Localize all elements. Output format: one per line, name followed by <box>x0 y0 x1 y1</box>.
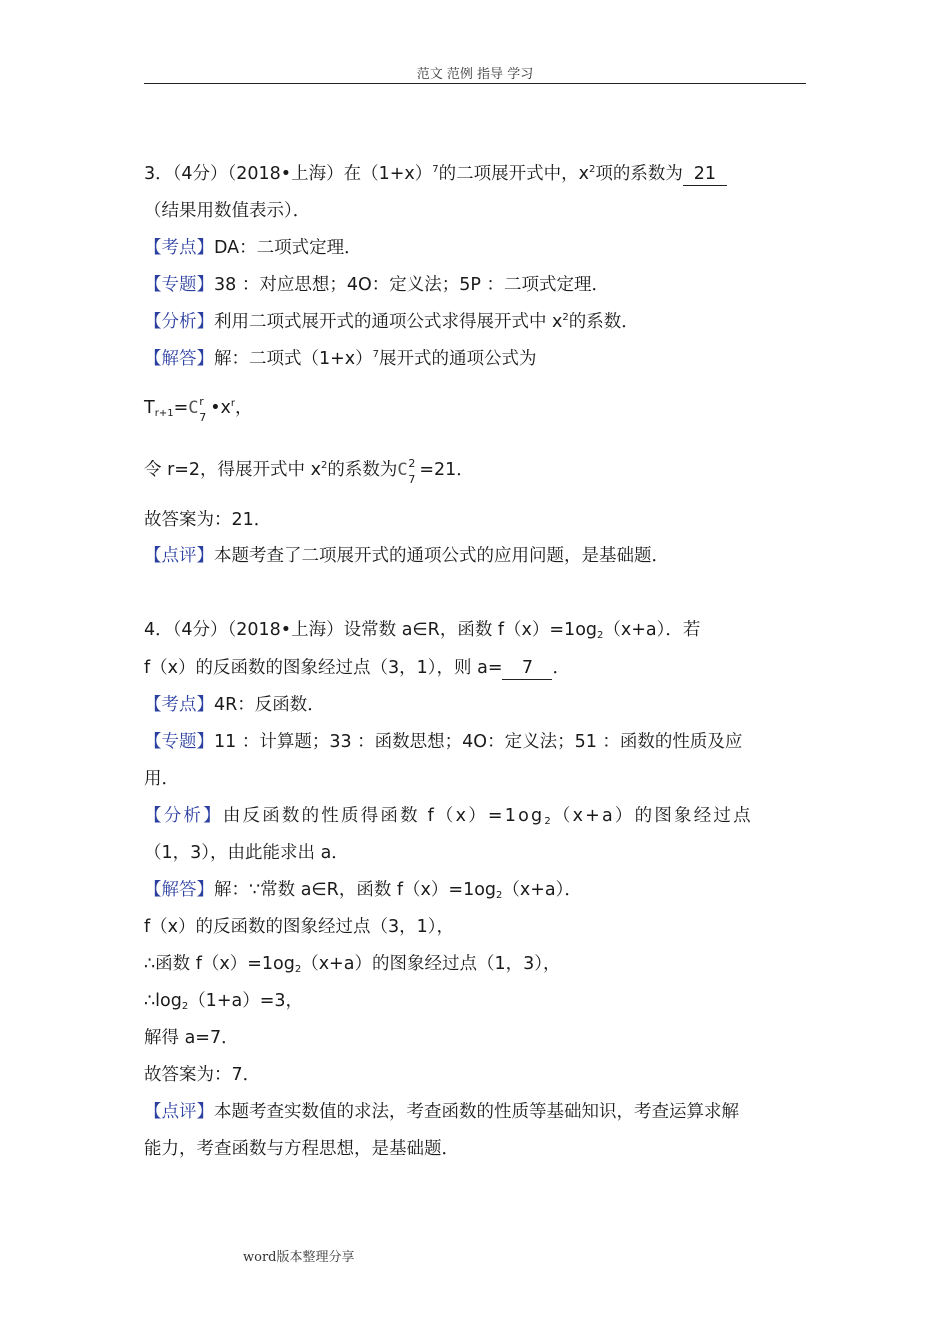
page-footer: word版本整理分享 <box>243 1250 355 1265</box>
q3-kaodian: 【考点】DA：二项式定理． <box>144 238 362 258</box>
q3-answer-line: 故答案为：21． <box>144 510 272 530</box>
q4-answer: 7 <box>502 657 552 680</box>
q3-formula: $T_{r+1}=$ C r 7 $•x^r$， <box>144 395 253 424</box>
q4-zhuanti: 【专题】11 ：计算题；33 ：函数思想；4O：定义法；51 ：函数的性质及应 <box>144 732 743 752</box>
combination-symbol: C 2 7 <box>397 457 416 486</box>
q4-line-1: f（x）的反函数的图象经过点（3，1）， <box>144 917 455 937</box>
page-header: 范文 范例 指导 学习 <box>416 67 534 82</box>
q3-stem: 3．（4分）（2018•上海）在$(1+x)^7$的二项展开式中，$x^2$项的系数为 21 <box>144 163 727 186</box>
q4-stem: 4．（4分）（2018•上海）设常数 a∈R，函数 $f(x)=1og_2(x+a)$．若 <box>144 620 701 641</box>
q4-dianping-line2: 能力，考查函数与方程思想，是基础题． <box>144 1139 459 1159</box>
q4-answer-line: 故答案为：7． <box>144 1065 261 1085</box>
q3-fenxi: 【分析】利用二项式展开式的通项公式求得展开式中 $x^2$的系数． <box>144 312 639 332</box>
q4-line-4: 解得 a=7． <box>144 1028 239 1048</box>
q4-dianping: 【点评】本题考查实数值的求法，考查函数的性质等基础知识，考查运算求解 <box>144 1102 739 1122</box>
q3-stem-line2: （结果用数值表示）． <box>144 201 311 221</box>
q4-jieda: 【解答】解：∵常数 a∈R，函数 $f(x)=1og_2(x+a)$． <box>144 880 582 901</box>
q3-zhuanti: 【专题】38 ：对应思想；4O：定义法；5P ：二项式定理． <box>144 275 609 295</box>
q4-line-2: ∴函数 $f(x)=1og_2(x+a)$的图象经过点（1，3）， <box>144 954 561 975</box>
q3-jieda: 【解答】解：二项式$(1+x)^7$展开式的通项公式为 <box>144 349 537 369</box>
q4-stem-line2: f（x）的反函数的图象经过点（3，1），则 a= 7 ． <box>144 658 570 678</box>
q4-line-3: $\therefore\log_2(1+a)=3$， <box>144 991 304 1012</box>
q3-dianping: 【点评】本题考查了二项展开式的通项公式的应用问题，是基础题． <box>144 546 669 566</box>
q3-answer: 21 <box>683 163 727 186</box>
combination-symbol: C r 7 <box>188 395 207 424</box>
q4-fenxi: 【分析】由反函数的性质得函数 $f(x)=1og_2(x+a)$的图象经过点 <box>144 806 753 827</box>
header-rule <box>144 83 806 84</box>
q4-fenxi-line2: （1，3），由此能求出 a． <box>144 843 349 863</box>
q3-step: 令 r=2，得展开式中 $x^2$的系数为 C 2 7 =21． <box>144 457 474 486</box>
q4-zhuanti-line2: 用． <box>144 769 179 789</box>
q4-kaodian: 【考点】4R：反函数． <box>144 695 325 715</box>
